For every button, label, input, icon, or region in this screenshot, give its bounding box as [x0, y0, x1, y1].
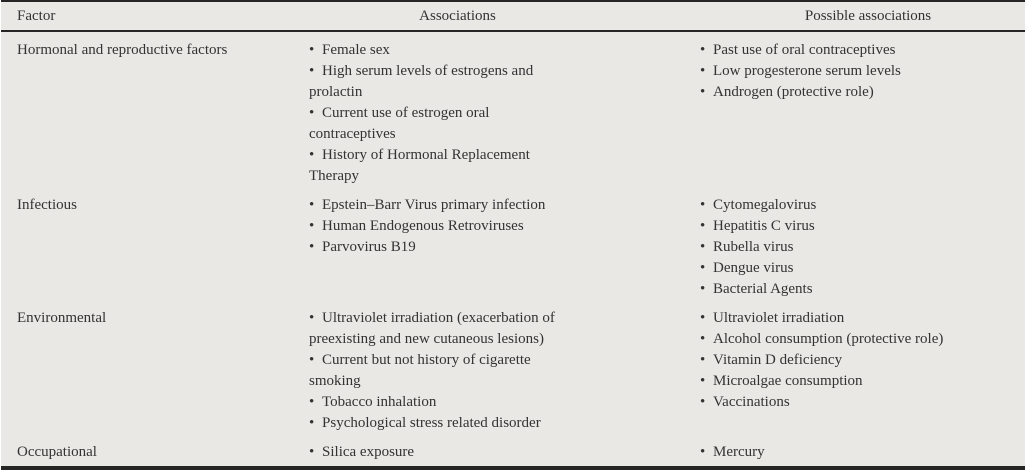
table-row	[1, 187, 1025, 300]
bullet-item: • Tobacco inhalation	[309, 394, 437, 410]
bullet-item: • Human Endogenous Retroviruses	[309, 218, 524, 234]
bullet-icon: •	[309, 310, 323, 326]
bullet-icon: •	[700, 373, 714, 389]
bullet-item: • Hepatitis C virus	[700, 218, 815, 234]
bullet-item: • Bacterial Agents	[700, 281, 813, 297]
table-header-row	[1, 2, 1025, 32]
bullet-item: • Female sex	[309, 42, 390, 58]
bullet-icon: •	[700, 394, 714, 410]
factor-cell: Hormonal and reproductive factors	[17, 42, 228, 58]
bullet-icon: •	[700, 84, 714, 100]
associations-cell	[291, 442, 683, 463]
bullet-icon: •	[309, 197, 323, 213]
bullet-item: • Psychological stress related disorder	[309, 415, 541, 431]
possible-associations-cell	[683, 40, 1025, 187]
possible-associations-cell	[683, 195, 1025, 300]
column-header-associations: Associations	[419, 7, 496, 24]
bullet-icon: •	[309, 63, 323, 79]
bullet-icon: •	[700, 260, 714, 276]
bullet-item: • Alcohol consumption (protective role)	[700, 331, 944, 347]
bullet-icon: •	[700, 444, 714, 460]
associations-cell	[291, 40, 683, 187]
bullet-item: • Silica exposure	[309, 444, 415, 460]
bullet-item: • Androgen (protective role)	[700, 84, 874, 100]
factor-cell: Infectious	[17, 197, 77, 213]
bullet-icon: •	[309, 394, 323, 410]
bullet-icon: •	[700, 239, 714, 255]
possible-associations-cell	[683, 308, 1025, 434]
bullet-icon: •	[700, 281, 714, 297]
bullet-icon: •	[309, 352, 323, 368]
table-row	[1, 434, 1025, 463]
bullet-icon: •	[700, 218, 714, 234]
bullet-icon: •	[309, 42, 323, 58]
bullet-item: • Current use of estrogen oral contraceptives	[309, 105, 490, 142]
bullet-item: • Vaccinations	[700, 394, 790, 410]
bullet-icon: •	[700, 352, 714, 368]
bullet-item: • Epstein–Barr Virus primary infection	[309, 197, 546, 213]
bullet-item: • History of Hormonal Replacement Therapy	[309, 147, 530, 184]
bullet-icon: •	[309, 415, 323, 431]
bullet-icon: •	[309, 218, 323, 234]
factor-cell: Environmental	[17, 310, 107, 326]
bullet-icon: •	[700, 42, 714, 58]
possible-associations-cell	[683, 442, 1025, 463]
bullet-icon: •	[700, 310, 714, 326]
bullet-item: • Dengue virus	[700, 260, 794, 276]
bullet-icon: •	[309, 147, 323, 163]
bullet-item: • Cytomegalovirus	[700, 197, 817, 213]
bullet-item: • Microalgae consumption	[700, 373, 863, 389]
table-row	[1, 300, 1025, 434]
bullet-item: • Low progesterone serum levels	[700, 63, 901, 79]
associations-cell	[291, 308, 683, 434]
bullet-item: • Current but not history of cigarette smoking	[309, 352, 531, 389]
bullet-item: • Ultraviolet irradiation	[700, 310, 845, 326]
risk-factors-table	[1, 0, 1025, 470]
bullet-item: • Ultraviolet irradiation (exacerbation of preexisting and new cutaneous lesions)	[309, 310, 555, 347]
bullet-item: • Rubella virus	[700, 239, 794, 255]
table-row	[1, 32, 1025, 187]
bullet-icon: •	[700, 197, 714, 213]
bullet-item: • Vitamin D deficiency	[700, 352, 843, 368]
bullet-item: • High serum levels of estrogens and prolactin	[309, 63, 534, 100]
bullet-icon: •	[700, 63, 714, 79]
column-header-possible-associations: Possible associations	[804, 7, 932, 24]
associations-cell	[291, 195, 683, 300]
table-body	[1, 32, 1025, 466]
bullet-icon: •	[309, 444, 323, 460]
factor-cell: Occupational	[17, 444, 97, 460]
column-header-factor: Factor	[17, 7, 56, 24]
bullet-item: • Past use of oral contraceptives	[700, 42, 896, 58]
bullet-icon: •	[309, 239, 323, 255]
bullet-icon: •	[309, 105, 323, 121]
bullet-item: • Parvovirus B19	[309, 239, 416, 255]
bullet-icon: •	[700, 331, 714, 347]
bullet-item: • Mercury	[700, 444, 765, 460]
